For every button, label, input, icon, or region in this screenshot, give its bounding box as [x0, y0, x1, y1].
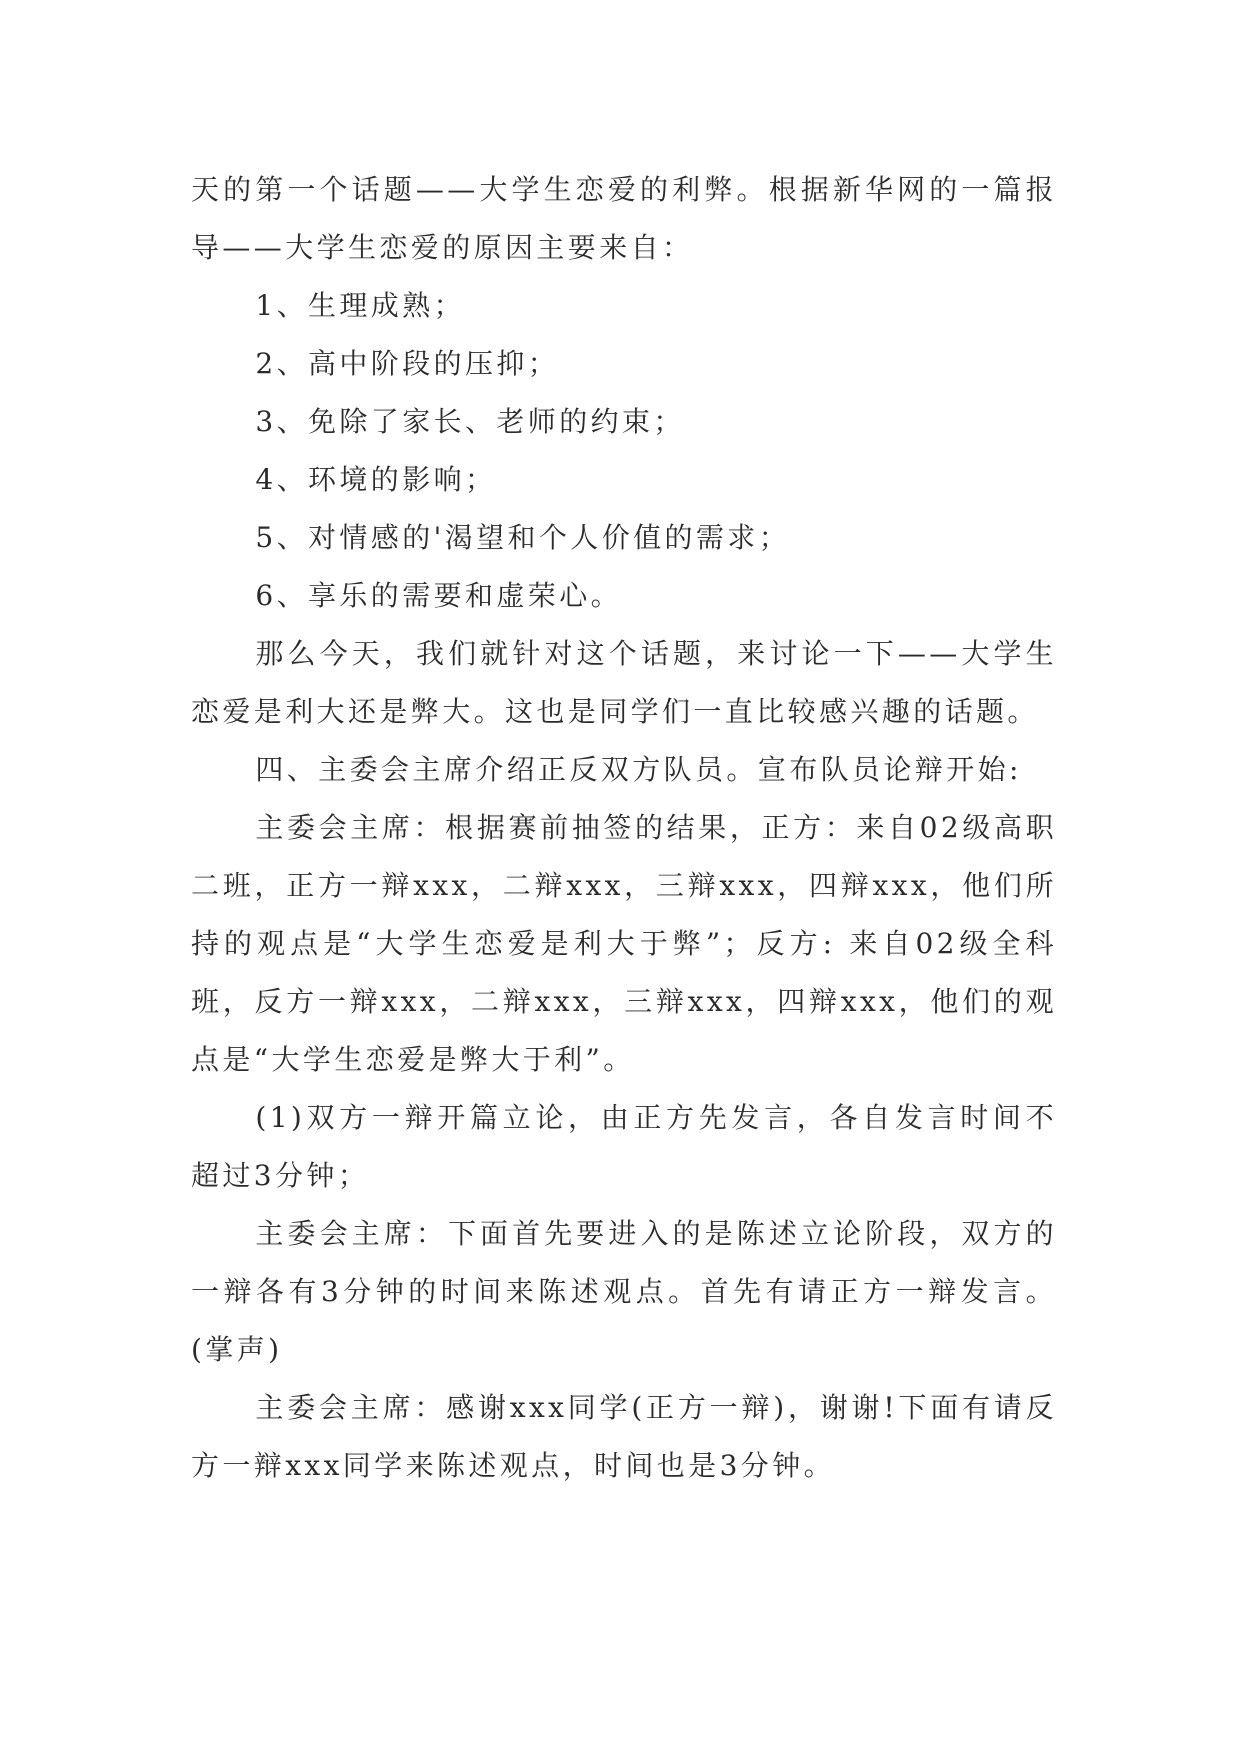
- list-item-reason-4: 4、环境的影响；: [255, 463, 497, 496]
- document-body: [191, 161, 1057, 1495]
- list-item-reason-6: 6、享乐的需要和虚荣心。: [255, 579, 623, 612]
- paragraph-topic-intro: 那么今天，我们就针对这个话题，来讨论一下——大学生恋爱是利大还是弊大。这也是同学们一直比较感兴趣的话题。: [191, 637, 1057, 728]
- section-heading-four: 四、主委会主席介绍正反双方队员。宣布队员论辩开始:: [255, 753, 1022, 786]
- paragraph-chair-opening: 主委会主席：下面首先要进入的是陈述立论阶段，双方的一辩各有3分钟的时间来陈述观点。首先有请正方一辩发言。(掌声): [191, 1217, 1057, 1366]
- list-item-reason-1: 1、生理成熟；: [255, 289, 466, 322]
- list-item-reason-2: 2、高中阶段的压抑；: [255, 347, 560, 380]
- paragraph-intro-continued: 天的第一个话题——大学生恋爱的利弊。根据新华网的一篇报导——大学生恋爱的原因主要来自：: [191, 173, 1057, 264]
- paragraph-rule-opening: (1)双方一辩开篇立论，由正方先发言，各自发言时间不超过3分钟；: [191, 1101, 1057, 1192]
- paragraph-team-introduction: 主委会主席：根据赛前抽签的结果，正方：来自02级高职二班，正方一辩xxx，二辩xxx，三辩xxx，四辩xxx，他们所持的观点是“大学生恋爱是利大于弊”；反方: 来自02级全科班，反方一辩xxx，二辩xxx，三辩xxx，四辩xxx，他们的观点是“大学生恋爱是弊大于利”。: [191, 811, 1057, 1076]
- list-item-reason-5: 5、对情感的'渴望和个人价值的需求；: [255, 521, 791, 554]
- list-item-reason-3: 3、免除了家长、老师的约束；: [255, 405, 685, 438]
- paragraph-chair-thanks: 主委会主席：感谢xxx同学(正方一辩)，谢谢!下面有请反方一辩xxx同学来陈述观点，时间也是3分钟。: [191, 1391, 1057, 1482]
